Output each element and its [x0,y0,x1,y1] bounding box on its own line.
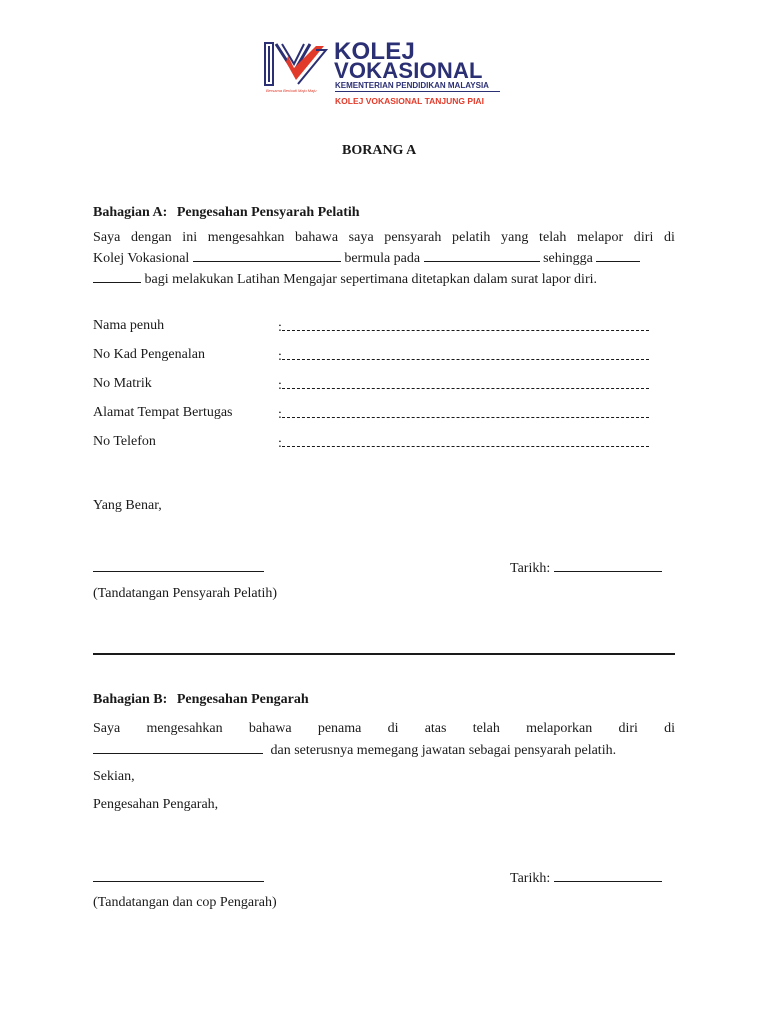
field-label-ic: No Kad Pengenalan [93,347,205,362]
word: diri [618,721,638,736]
trainee-signature-line[interactable] [93,571,264,572]
logo-vokasional: VOKASIONAL [334,58,483,83]
end-date-blank-1[interactable] [596,247,640,262]
field-input-ic[interactable] [282,347,649,360]
field-row-ic[interactable]: : [278,347,649,367]
word: penama [317,721,362,736]
form-title: BORANG A [342,143,417,158]
field-input-alamat[interactable] [282,405,649,418]
section-a-para-line3 [93,268,597,290]
director-date-blank[interactable] [554,867,662,882]
closing-yang-benar: Yang Benar, [93,498,162,513]
section-b-para-line2 [93,739,616,761]
section-a-heading [93,205,360,221]
kolej-label: Kolej Vokasional [93,251,190,266]
logo-kolej: KOLEJ [334,38,416,65]
section-a-prefix: Bahagian A: [93,205,168,220]
section-b-heading [93,692,309,708]
director-date [510,867,662,889]
kv-logo-mark [264,42,330,86]
section-b-para-line1 [93,719,675,739]
trainee-date-label: Tarikh: [510,561,551,576]
field-row-matrik[interactable]: : [278,376,649,396]
word: mengesahkan [146,721,223,736]
start-label: bermula pada [344,251,421,266]
director-date-label: Tarikh: [510,871,551,886]
workplace-blank[interactable] [93,739,263,754]
field-row-telefon[interactable]: : [278,434,649,454]
field-label-alamat: Alamat Tempat Bertugas [93,405,233,420]
section-separator [93,653,675,655]
logo-ministry: KEMENTERIAN PENDIDIKAN MALAYSIA [335,81,489,90]
logo-college-name: KOLEJ VOKASIONAL TANJUNG PIAI [335,96,484,106]
field-input-matrik[interactable] [282,376,649,389]
end-date-blank-2[interactable] [93,268,141,283]
section-b-title: Pengesahan Pengarah [176,692,309,707]
field-input-nama[interactable] [282,318,649,331]
purpose-text: bagi melakukan Latihan Mengajar sepertimana ditetapkan dalam surat lapor diri. [144,272,597,287]
until-label: sehingga [543,251,593,266]
section-a-para-line1: Saya dengan ini mengesahkan bahawa saya pensyarah pelatih yang telah melapor diri di [93,230,675,245]
field-row-nama[interactable]: : [278,318,649,338]
start-date-blank[interactable] [424,247,540,262]
field-label-nama: Nama penuh [93,318,165,333]
word: melaporkan [526,721,593,736]
word: telah [472,721,500,736]
word: di [664,721,675,736]
field-label-matrik: No Matrik [93,376,152,391]
word: Saya [93,721,121,736]
word: bahawa [248,721,292,736]
logo-tagline: Bersama Berbudi Maju Maju [266,88,317,93]
trainee-signature-caption: (Tandatangan Pensyarah Pelatih) [93,586,278,601]
trainee-date-blank[interactable] [554,557,662,572]
section-b-para-text: dan seterusnya memegang jawatan sebagai pensyarah pelatih. [270,743,617,758]
field-row-alamat[interactable]: : [278,405,649,425]
logo-divider [335,91,500,92]
closing-sekian: Sekian, [93,769,135,784]
field-input-telefon[interactable] [282,434,649,447]
word: atas [424,721,447,736]
kolej-name-blank[interactable] [193,247,341,262]
section-a-title: Pengesahan Pensyarah Pelatih [176,205,360,220]
director-signature-caption: (Tandatangan dan cop Pengarah) [93,895,277,910]
closing-pengesahan: Pengesahan Pengarah, [93,797,219,812]
section-b-prefix: Bahagian B: [93,692,168,707]
field-label-telefon: No Telefon [93,434,156,449]
trainee-date [510,557,662,579]
word: di [387,721,399,736]
section-a-para-line2 [93,247,640,269]
director-signature-line[interactable] [93,881,264,882]
